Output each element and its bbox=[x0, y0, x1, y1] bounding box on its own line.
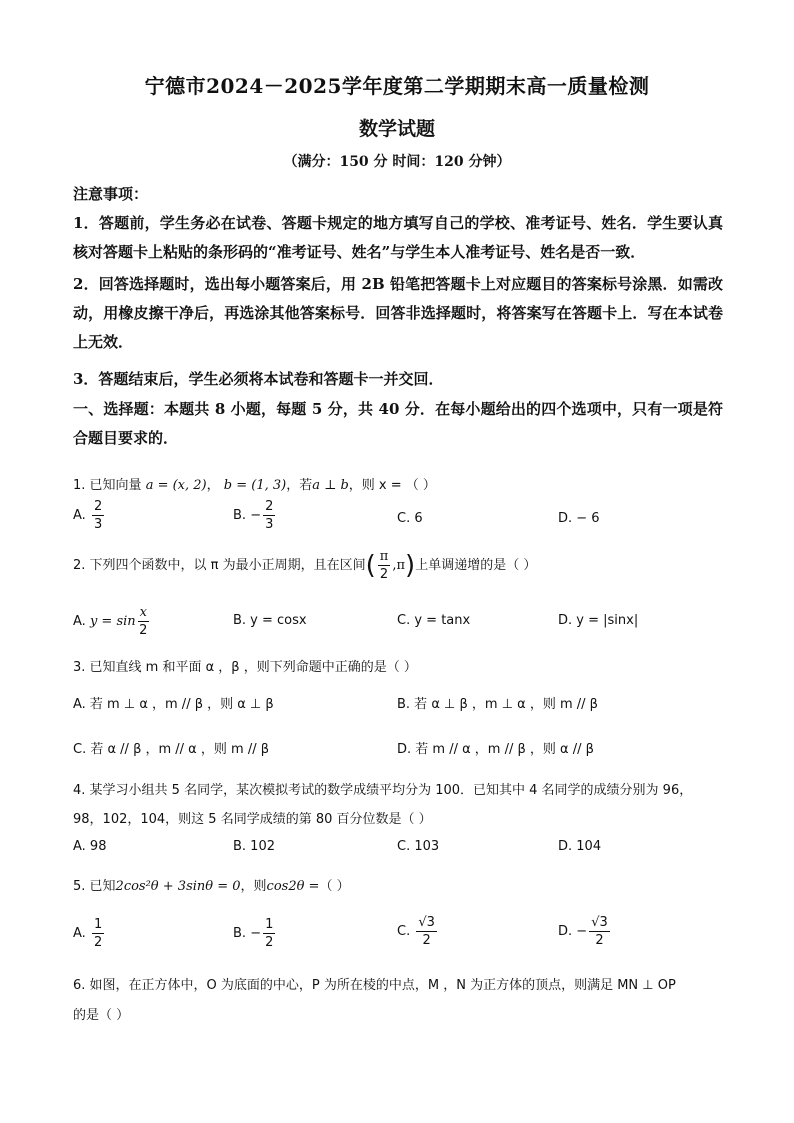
q3-option-d: D. 若 m // α ，m // β ，则 α // β bbox=[397, 742, 594, 757]
q1-condition: a ⊥ b bbox=[312, 478, 349, 493]
q2-a-expr: y = sin bbox=[89, 614, 136, 629]
q2-interval-tail: ,π bbox=[392, 558, 406, 573]
q2-interval-fraction bbox=[378, 550, 391, 581]
q1-option-b bbox=[233, 500, 277, 531]
q5-b-den: 2 bbox=[265, 935, 274, 950]
q1-b-den: 3 bbox=[265, 517, 274, 532]
q5-a-label: A. bbox=[73, 926, 86, 941]
section-heading: 一、选择题：本题共 8 小题，每题 5 分，共 40 分．在每小题给出的四个选项中，只有一项是符合题目要求的． bbox=[73, 400, 723, 447]
q2-close-paren: ) bbox=[405, 550, 416, 581]
q5-equation: 2cos²θ + 3sinθ = 0 bbox=[115, 879, 241, 894]
question-5-stem bbox=[73, 875, 350, 894]
q2-option-d: D. y = |sinx| bbox=[558, 613, 639, 628]
q5-option-a bbox=[73, 918, 106, 949]
q1-cond-prefix: ，若 bbox=[286, 478, 313, 493]
q2-option-b: B. y = cosx bbox=[233, 613, 307, 628]
question-6-line-2: 的是（ ） bbox=[73, 1008, 130, 1023]
q1-option-d: D. − 6 bbox=[558, 511, 600, 526]
q4-option-b: B. 102 bbox=[233, 839, 275, 854]
q3-option-b: B. 若 α ⊥ β ，m ⊥ α ，则 m // β bbox=[397, 697, 598, 712]
q4-option-a: A. 98 bbox=[73, 839, 107, 854]
q5-d-fraction bbox=[589, 916, 610, 947]
q2-a-num: x bbox=[139, 605, 147, 620]
q5-c-fraction bbox=[416, 916, 437, 947]
q3-option-a: A. 若 m ⊥ α ，m // β ，则 α ⊥ β bbox=[73, 697, 274, 712]
q5-option-d bbox=[558, 916, 612, 947]
question-4-line-1: 4. 某学习小组共 5 名同学，某次模拟考试的数学成绩平均分为 100．已知其中 4 名同学的成绩分别为 96， bbox=[73, 783, 693, 798]
q1-vector-a: a = (x, 2) bbox=[145, 478, 207, 493]
q3-option-c: C. 若 α // β ，m // α ，则 m // β bbox=[73, 742, 270, 757]
q5-target: cos2θ = bbox=[266, 879, 320, 894]
q2-prefix: 2. 下列四个函数中，以 π 为最小正周期，且在区间 bbox=[73, 558, 366, 573]
q1-option-c: C. 6 bbox=[397, 511, 423, 526]
exam-meta: （满分：150 分 时间：120 分钟） bbox=[283, 154, 511, 170]
question-6-line-1: 6. 如图，在正方体中，O 为底面的中心，P 为所在棱的中点，M ，N 为正方体的顶点，则满足 MN ⊥ OP bbox=[73, 978, 676, 993]
q1-vector-b: b = (1, 3) bbox=[223, 478, 287, 493]
q5-d-den: 2 bbox=[595, 933, 604, 948]
notice-item-3: 3．答题结束后，学生必须将本试卷和答题卡一并交回． bbox=[73, 370, 444, 388]
q5-option-c bbox=[397, 916, 439, 947]
q1-b-num: 2 bbox=[265, 499, 274, 514]
q5-c-label: C. bbox=[397, 924, 411, 939]
q5-d-sign: − bbox=[576, 924, 588, 939]
q1-a-label: A. bbox=[73, 508, 86, 523]
q2-a-fraction bbox=[138, 606, 149, 637]
q5-c-num: √3 bbox=[418, 915, 435, 930]
q5-c-den: 2 bbox=[422, 933, 431, 948]
q2-a-label: A. bbox=[73, 614, 86, 629]
q2-interval-den: 2 bbox=[379, 567, 389, 582]
q5-suffix: （ ） bbox=[319, 879, 350, 894]
q1-a-den: 3 bbox=[93, 517, 103, 532]
notice-heading: 注意事项： bbox=[73, 185, 149, 203]
q5-b-sign: − bbox=[250, 926, 262, 941]
q5-a-den: 2 bbox=[93, 935, 103, 950]
q4-option-c: C. 103 bbox=[397, 839, 440, 854]
q1-b-label: B. bbox=[233, 508, 247, 523]
question-2-stem bbox=[73, 550, 536, 581]
question-3-stem: 3. 已知直线 m 和平面 α ，β ，则下列命题中正确的是（ ） bbox=[73, 660, 417, 675]
q1-sep: ， bbox=[206, 478, 220, 493]
q5-prefix: 5. 已知 bbox=[73, 879, 116, 894]
q5-b-label: B. bbox=[233, 926, 247, 941]
question-1-stem bbox=[73, 474, 436, 493]
q5-d-num: √3 bbox=[591, 915, 608, 930]
notice-item-1: 1．答题前，学生务必在试卷、答题卡规定的地方填写自己的学校、准考证号、姓名．学生要认真核对答题卡上粘贴的条形码的“准考证号、姓名”与学生本人准考证号、姓名是否一致． bbox=[73, 214, 723, 261]
q4-option-d: D. 104 bbox=[558, 839, 602, 854]
q1-b-sign: − bbox=[250, 508, 262, 523]
q2-suffix: 上单调递增的是（ ） bbox=[415, 558, 537, 573]
q5-d-label: D. bbox=[558, 924, 573, 939]
q1-a-fraction bbox=[92, 500, 104, 531]
q5-option-b bbox=[233, 918, 277, 949]
q1-b-fraction bbox=[263, 500, 275, 531]
notice-item-2: 2．回答选择题时，选出每小题答案后，用 2B 铅笔把答题卡上对应题目的答案标号涂黑．如需改动，用橡皮擦干净后，再选涂其他答案标号．回答非选择题时，将答案写在答题卡上．写在本试卷上无效． bbox=[73, 275, 723, 351]
q2-open-paren: ( bbox=[365, 550, 376, 581]
q5-a-num: 1 bbox=[93, 917, 103, 932]
q2-option-a bbox=[73, 606, 151, 637]
subject-title: 数学试题 bbox=[358, 118, 435, 140]
q1-a-num: 2 bbox=[93, 499, 103, 514]
q5-mid: ，则 bbox=[240, 879, 267, 894]
q5-b-fraction bbox=[263, 918, 275, 949]
q2-option-c: C. y = tanx bbox=[397, 613, 471, 628]
q1-ask: ，则 x = （ ） bbox=[348, 478, 436, 493]
q5-b-num: 1 bbox=[265, 917, 274, 932]
q2-a-den: 2 bbox=[139, 623, 148, 638]
q2-interval-num: π bbox=[379, 549, 389, 564]
q1-prefix: 1. 已知向量 bbox=[73, 478, 142, 493]
q5-a-fraction bbox=[92, 918, 104, 949]
q1-option-a bbox=[73, 500, 106, 531]
page-title: 宁德市2024－2025学年度第二学期期末高一质量检测 bbox=[144, 74, 650, 98]
question-4-line-2: 98，102，104，则这 5 名同学成绩的第 80 百分位数是（ ） bbox=[73, 812, 432, 827]
